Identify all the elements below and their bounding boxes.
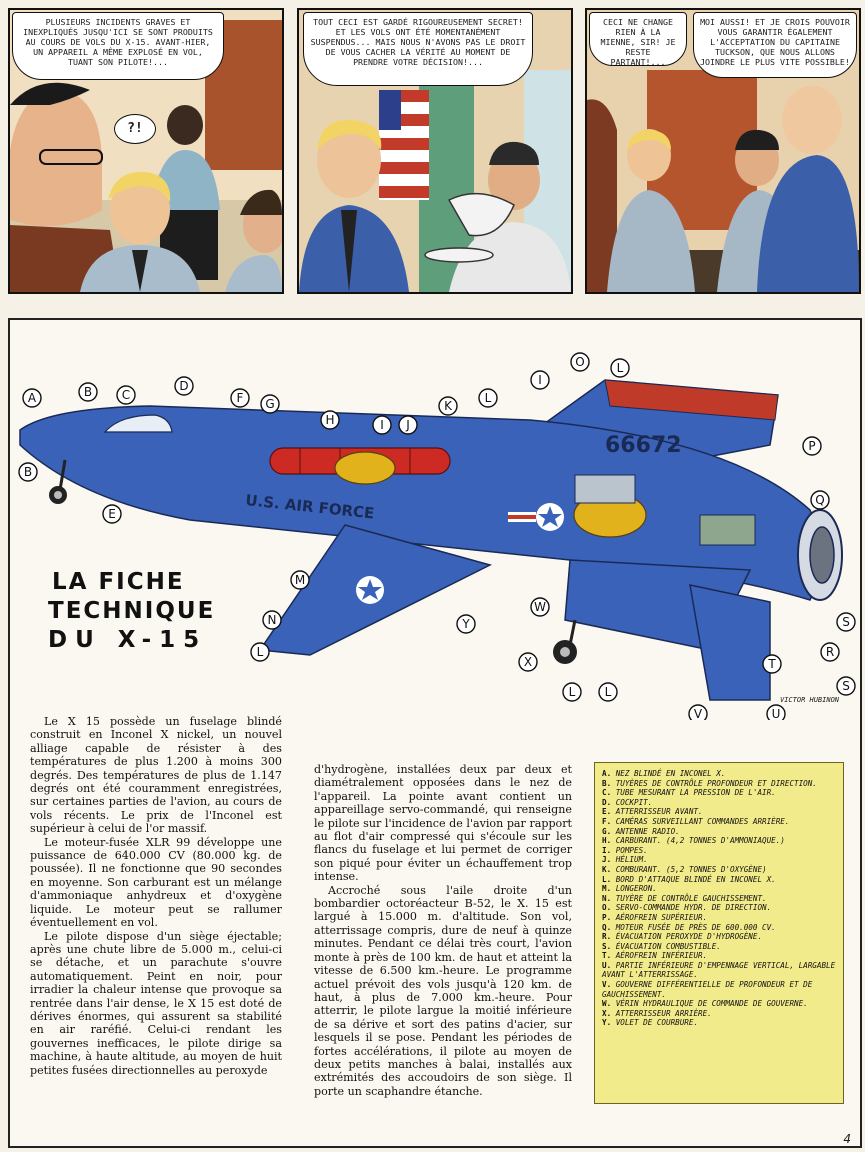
svg-text:N: N bbox=[267, 613, 277, 627]
callout-l bbox=[563, 683, 581, 701]
legend-text: ANTENNE RADIO. bbox=[615, 826, 680, 836]
callout-x bbox=[519, 653, 537, 671]
legend-text: VÉRIN HYDRAULIQUE DE COMMANDE DE GOUVERNE. bbox=[615, 999, 808, 1009]
callout-n bbox=[263, 611, 281, 629]
x15-cutaway-diagram bbox=[10, 320, 860, 720]
svg-text:S: S bbox=[842, 615, 850, 629]
legend-key: S. bbox=[602, 941, 616, 951]
legend-key: X. bbox=[602, 1008, 616, 1018]
legend-key: R. bbox=[602, 932, 616, 942]
svg-text:L: L bbox=[604, 685, 612, 699]
callout-o bbox=[571, 353, 589, 371]
legend-text: CAMÉRAS SURVEILLANT COMMANDES ARRIÈRE. bbox=[615, 816, 790, 826]
comic-panel-1 bbox=[8, 8, 284, 294]
callout-r bbox=[821, 643, 839, 661]
page-number: 4 bbox=[843, 1132, 851, 1146]
legend-key: M. bbox=[602, 884, 616, 894]
legend-text: TUBE MESURANT LA PRESSION DE L'AIR. bbox=[615, 788, 776, 798]
svg-text:W: W bbox=[534, 600, 546, 614]
tail-number: 66672 bbox=[605, 433, 682, 458]
legend-text: PARTIE INFÉRIEURE D'EMPENNAGE VERTICAL, LARGABLE AVANT L'ATTERRISSAGE. bbox=[602, 960, 836, 980]
callout-q bbox=[811, 491, 829, 509]
callout-i bbox=[373, 416, 391, 434]
paragraph: Le pilote dispose d'un siège éjectable; après une chute libre de 5.000 m., celui-ci se détache, et un parachute s'ouvre automatiquement. Peint en noir, pour irradier la chaleur intense que provoque sa rentrée dans l'air dense, le X 15 est doté de dérives énormes, qui assurent sa stabilité en air raréfié. Celui-ci rendant les gouvernes inefficaces, le pilote dirige sa machine, à haute altitude, au moyen de huit petites fusées directionnelles au peroxyde bbox=[30, 929, 282, 1077]
legend-item bbox=[602, 1018, 836, 1028]
callout-j bbox=[399, 416, 417, 434]
legend-key: O. bbox=[602, 903, 616, 913]
svg-text:X: X bbox=[523, 655, 533, 669]
callout-f bbox=[231, 389, 249, 407]
speech-bubble bbox=[12, 12, 224, 80]
callout-l bbox=[251, 643, 269, 661]
paragraph: Le moteur-fusée XLR 99 développe une puissance de 640.000 CV (80.000 kg. de poussée). Il ne fonctionne que 90 secondes en moyenne. Son carburant est un mélange d'ammoniaque anhydreux et d'oxygène liquide. Le moteur peut se rallumer éventuellement en vol. bbox=[30, 835, 282, 930]
callout-d bbox=[175, 377, 193, 395]
comic-panel-3 bbox=[585, 8, 861, 294]
legend-item bbox=[602, 788, 836, 798]
title-line: DU X-15 bbox=[48, 626, 208, 653]
legend-text: LONGERON. bbox=[615, 884, 657, 894]
title-line: TECHNIQUE bbox=[48, 597, 216, 624]
svg-text:M: M bbox=[294, 573, 306, 587]
callout-l bbox=[611, 359, 629, 377]
svg-text:K: K bbox=[444, 399, 452, 413]
artist-signature: VICTOR HUBINON bbox=[780, 696, 840, 704]
legend-key: Q. bbox=[602, 922, 616, 932]
legend-key: A. bbox=[602, 769, 616, 778]
text-column-1 bbox=[30, 715, 282, 1077]
legend-text: NEZ BLINDÉ EN INCONEL X. bbox=[615, 769, 726, 778]
callout-p bbox=[803, 437, 821, 455]
legend-key: B. bbox=[602, 778, 616, 788]
speech-bubble bbox=[303, 12, 533, 86]
legend-box bbox=[594, 762, 844, 1104]
legend-text: HÉLIUM. bbox=[615, 855, 648, 865]
legend-text: ATTERRISSEUR ARRIÈRE. bbox=[615, 1008, 712, 1018]
svg-text:G: G bbox=[265, 397, 275, 411]
legend-text: MOTEUR FUSÉE DE PRÈS DE 600.000 CV. bbox=[615, 922, 776, 932]
callout-y bbox=[457, 615, 475, 633]
callout-b bbox=[19, 463, 37, 481]
legend-item bbox=[602, 817, 836, 827]
svg-text:L: L bbox=[568, 685, 576, 699]
legend-item bbox=[602, 875, 836, 885]
legend-item bbox=[602, 769, 836, 779]
svg-text:B: B bbox=[23, 465, 33, 479]
legend-key: F. bbox=[602, 816, 616, 826]
callout-m bbox=[291, 571, 309, 589]
callout-t bbox=[763, 655, 781, 673]
legend-item bbox=[602, 807, 836, 817]
legend-item bbox=[602, 884, 836, 894]
legend-key: N. bbox=[602, 893, 616, 903]
title-line: LA FICHE bbox=[52, 569, 185, 595]
legend-text: ÉVACUATION PEROXYDE D'HYDROGÈNE. bbox=[615, 932, 763, 942]
bubble-text: ?! bbox=[127, 121, 143, 136]
svg-text:I: I bbox=[538, 373, 542, 387]
svg-text:R: R bbox=[825, 645, 835, 659]
callout-h bbox=[321, 411, 339, 429]
bubble-text: CECI NE CHANGE RIEN À LA MIENNE, SIR! JE RESTE PARTANT!... bbox=[600, 17, 676, 68]
svg-text:D: D bbox=[179, 379, 189, 393]
callout-b bbox=[79, 383, 97, 401]
legend-text: POMPES. bbox=[615, 845, 648, 855]
legend-item bbox=[602, 903, 836, 913]
fuselage-text: U.S. AIR FORCE bbox=[244, 491, 376, 523]
callout-g bbox=[261, 395, 279, 413]
legend-item bbox=[602, 855, 836, 865]
callout-c bbox=[117, 386, 135, 404]
svg-text:B: B bbox=[83, 385, 93, 399]
legend-item bbox=[602, 999, 836, 1009]
svg-text:U: U bbox=[771, 707, 781, 720]
svg-text:V: V bbox=[693, 707, 703, 720]
legend-item bbox=[602, 951, 836, 961]
bubble-text: PLUSIEURS INCIDENTS GRAVES ET INEXPLIQUÉS JUSQU'ICI SE SONT PRODUITS AU COURS DE VOLS DU X-15. AVANT-HIER, UN APPAREIL A MÊME EXPLOSÉ EN VOL, TUANT SON PILOTE!... bbox=[23, 17, 213, 68]
legend-text: ÉVACUATION COMBUSTIBLE. bbox=[615, 941, 721, 951]
bubble-text: MOI AUSSI! ET JE CROIS POUVOIR VOUS GARANTIR ÉGALEMENT L'ACCEPTATION DU CAPITAINE TUCKSON, QUE NOUS ALLONS JOINDRE LE PLUS VITE POSSIBLE! bbox=[700, 17, 850, 68]
legend-text: CARBURANT. (4,2 TONNES D'AMMONIAQUE.) bbox=[615, 836, 785, 846]
legend-item bbox=[602, 798, 836, 808]
callout-l bbox=[599, 683, 617, 701]
paragraph: Le X 15 possède un fuselage blindé construit en Inconel X nickel, un nouvel alliage capable de résister à des températures de plus 1.200 à moins 300 degrés. Des températures de plus de 1.147 degrés ont été couramment enregistrées, sur certaines parties de l'avion, au cours de vols récents. Le prix de l'Inconel est supérieur à celui de l'or massif. bbox=[30, 715, 282, 836]
svg-text:L: L bbox=[484, 391, 492, 405]
legend-text: TUYÈRES DE CONTRÔLE PROFONDEUR ET DIRECTION. bbox=[615, 778, 817, 788]
legend-text: SERVO-COMMANDE HYDR. DE DIRECTION. bbox=[615, 903, 772, 913]
svg-text:J: J bbox=[406, 418, 410, 432]
legend-text: BORD D'ATTAQUE BLINDÉ EN INCONEL X. bbox=[615, 874, 776, 884]
technical-sheet bbox=[8, 318, 862, 1148]
legend-key: G. bbox=[602, 826, 616, 836]
svg-text:Q: Q bbox=[815, 493, 825, 507]
callout-a bbox=[23, 389, 41, 407]
callout-k bbox=[439, 397, 457, 415]
legend-item bbox=[602, 980, 836, 999]
speech-bubble bbox=[589, 12, 687, 66]
svg-text:L: L bbox=[616, 361, 624, 375]
legend-key: W. bbox=[602, 999, 616, 1009]
legend-key: H. bbox=[602, 836, 616, 846]
legend-key: J. bbox=[602, 855, 616, 865]
svg-text:A: A bbox=[27, 391, 37, 405]
legend-item bbox=[602, 836, 836, 846]
legend-text: AÉROFREIN INFÉRIEUR. bbox=[615, 951, 708, 961]
sheet-title bbox=[48, 568, 215, 654]
svg-text:H: H bbox=[325, 413, 335, 427]
legend-item bbox=[602, 779, 836, 789]
legend-item bbox=[602, 827, 836, 837]
legend-item bbox=[602, 913, 836, 923]
svg-text:L: L bbox=[256, 645, 264, 659]
svg-text:I: I bbox=[380, 418, 384, 432]
legend-text: VOLET DE COURBURE. bbox=[615, 1018, 699, 1028]
legend-text: COMBURANT. (5,2 TONNES D'OXYGÈNE) bbox=[615, 864, 767, 874]
legend-item bbox=[602, 865, 836, 875]
legend-key: U. bbox=[602, 960, 616, 970]
flag-icon bbox=[379, 90, 429, 200]
svg-text:S: S bbox=[842, 679, 850, 693]
svg-text:P: P bbox=[808, 439, 816, 453]
legend-key: Y. bbox=[602, 1018, 616, 1028]
legend-text: GOUVERNE DIFFÉRENTIELLE DE PROFONDEUR ET DE GAUCHISSEMENT. bbox=[602, 980, 813, 999]
callout-e bbox=[103, 505, 121, 523]
legend-key: I. bbox=[602, 845, 616, 855]
callout-s bbox=[837, 677, 855, 695]
callout-i bbox=[531, 371, 549, 389]
legend-text: COCKPIT. bbox=[615, 797, 653, 807]
legend-key: V. bbox=[602, 980, 616, 990]
callout-l bbox=[479, 389, 497, 407]
legend-item bbox=[602, 894, 836, 904]
svg-text:E: E bbox=[108, 507, 116, 521]
legend-item bbox=[602, 961, 836, 980]
legend-item bbox=[602, 1009, 836, 1019]
svg-text:Y: Y bbox=[462, 617, 470, 631]
paragraph: Accroché sous l'aile droite d'un bombardier octoréacteur B-52, le X. 15 est largué à 15.000 m. d'altitude. Son vol, atterrissage compris, dure de neuf à quinze minutes. Pendant ce délai très court, l'avion monte à près de 100 km. de haut et atteint la vitesse de 6.500 km.-heure. Le programme actuel prévoit des vols jusqu'à 120 km. de haut, à plus de 7.000 km.-heure. Pour atterrir, le pilote largue la moitié inférieure de sa dérive et sort des patins d'acier, sur lesquels il se pose. Pendant les périodes de fortes accélérations, il pilote au moyen de deux petits manches à balai, installés aux extrémités des accoudoirs de son siège. Il porte un scaphandre étanche. bbox=[314, 883, 572, 1098]
legend-key: K. bbox=[602, 864, 616, 874]
legend-text: TUYÈRE DE CONTRÔLE GAUCHISSEMENT. bbox=[615, 893, 767, 903]
legend-key: P. bbox=[602, 912, 616, 922]
bubble-text: TOUT CECI EST GARDÉ RIGOUREUSEMENT SECRET! ET LES VOLS ONT ÉTÉ MOMENTANÉMENT SUSPENDUS... MAIS NOUS N'AVONS PAS LE DROIT DE VOUS CACHER LA VÉRITÉ AU MOMENT DE PRENDRE VOTRE DÉCISION!... bbox=[310, 17, 526, 68]
svg-text:F: F bbox=[236, 391, 244, 405]
text-column-2 bbox=[314, 763, 572, 1098]
comic-panel-2 bbox=[297, 8, 573, 294]
legend-text: ATTERRISSEUR AVANT. bbox=[615, 807, 703, 817]
legend-key: D. bbox=[602, 797, 616, 807]
svg-text:O: O bbox=[575, 355, 585, 369]
legend-text: AÉROFREIN SUPÉRIEUR. bbox=[615, 912, 708, 922]
legend-key: C. bbox=[602, 788, 616, 798]
legend-key: L. bbox=[602, 874, 616, 884]
speech-bubble bbox=[693, 12, 857, 78]
legend-key: T. bbox=[602, 951, 616, 961]
callout-u bbox=[767, 705, 785, 720]
callout-v bbox=[689, 705, 707, 720]
legend-item bbox=[602, 923, 836, 933]
legend-item bbox=[602, 932, 836, 942]
svg-text:C: C bbox=[121, 388, 131, 402]
speech-bubble bbox=[114, 114, 156, 144]
legend-item bbox=[602, 942, 836, 952]
paragraph: d'hydrogène, installées deux par deux et diamétralement opposées dans le nez de l'appareil. La pointe avant contient un appareillage servo-commandé, qui renseigne le pilote sur l'incidence de l'avion par rapport au flot d'air compressé qui s'écoule sur les flancs du fuselage et lui permet de corriger son piqué pour éviter un échauffement trop intense. bbox=[314, 763, 572, 884]
legend-item bbox=[602, 846, 836, 856]
callout-w bbox=[531, 598, 549, 616]
legend-key: E. bbox=[602, 807, 616, 817]
callout-s bbox=[837, 613, 855, 631]
svg-text:T: T bbox=[768, 657, 776, 671]
